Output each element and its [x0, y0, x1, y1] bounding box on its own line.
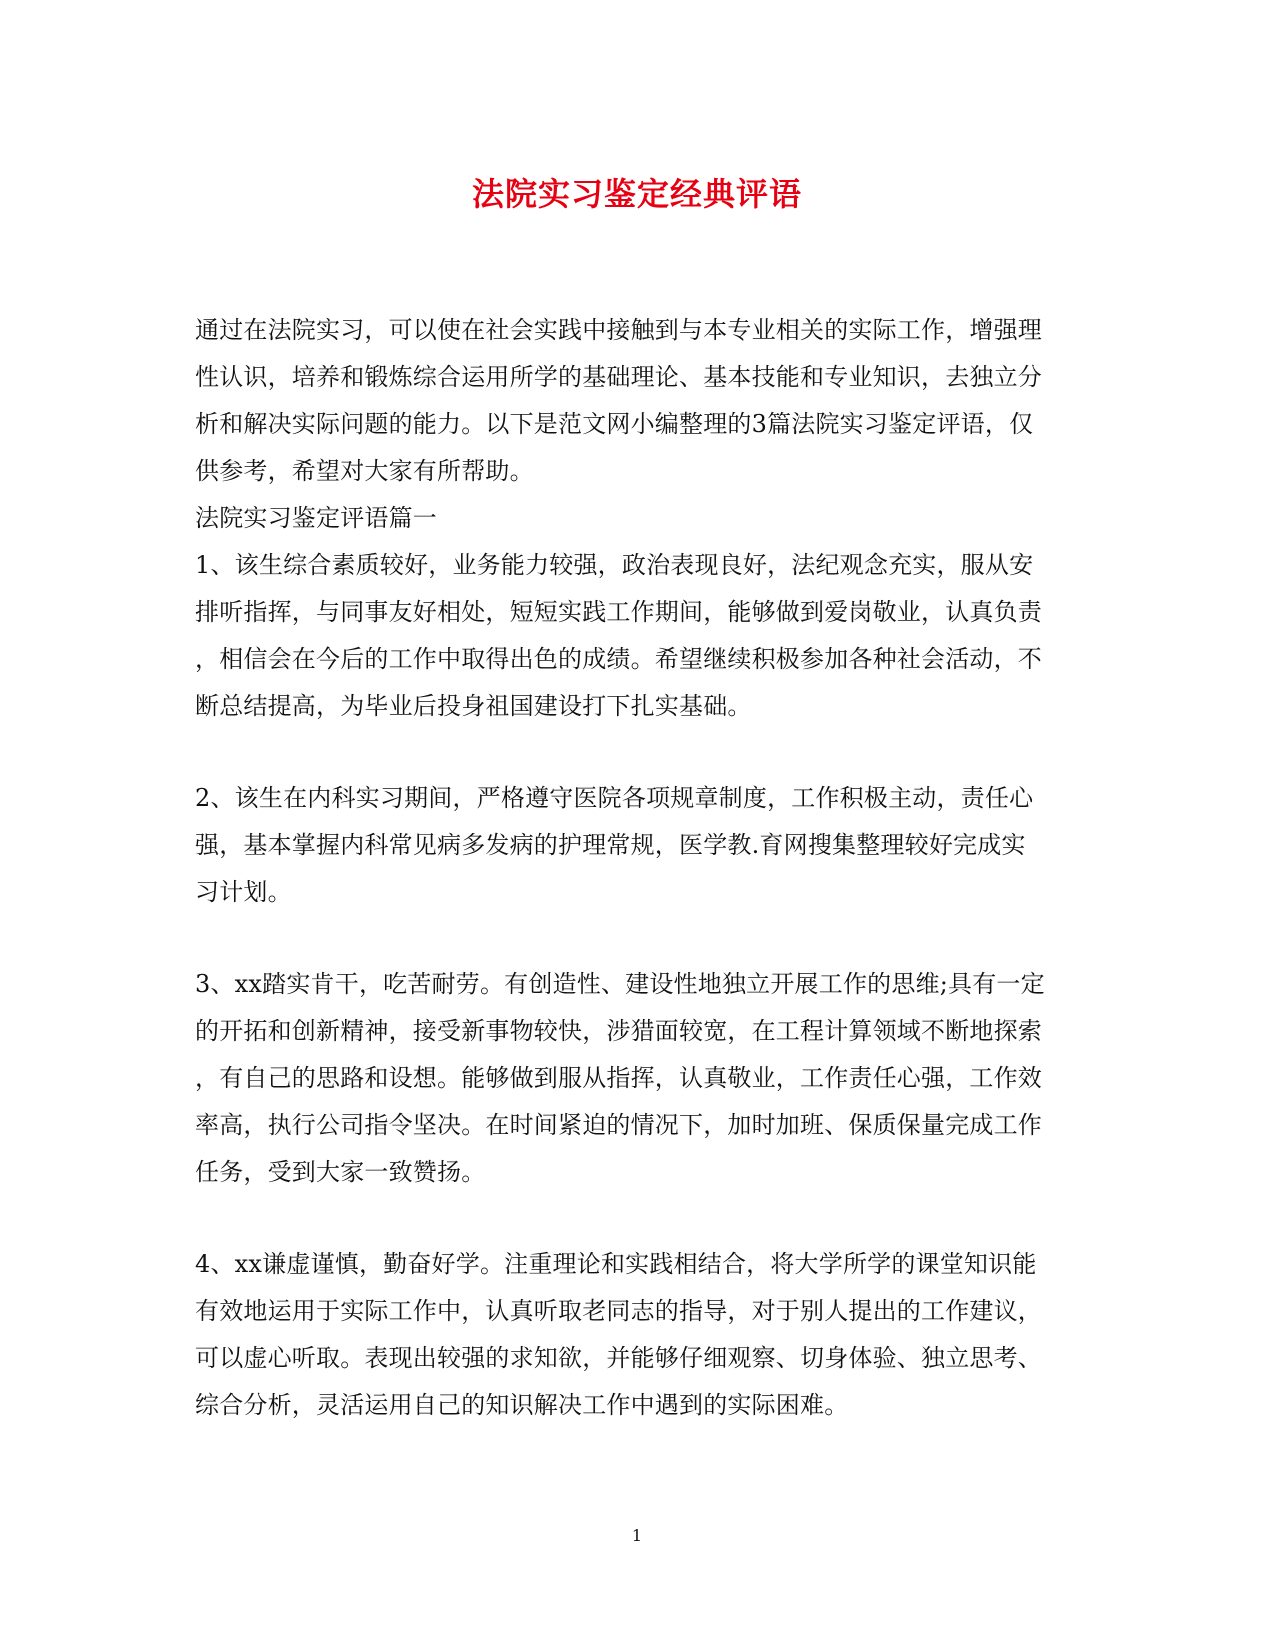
text-line: 可以虚心听取。表现出较强的求知欲，并能够仔细观察、切身体验、独立思考、	[195, 1344, 1042, 1372]
text-line: 4、xx谦虚谨慎，勤奋好学。注重理论和实践相结合，将大学所学的课堂知识能	[195, 1250, 1037, 1278]
text-line: 的开拓和创新精神，接受新事物较快，涉猎面较宽，在工程计算领域不断地探索	[195, 1017, 1042, 1045]
text-line: 性认识，培养和锻炼综合运用所学的基础理论、基本技能和专业知识，去独立分	[195, 363, 1042, 391]
text-line: 综合分析，灵活运用自己的知识解决工作中遇到的实际困难。	[195, 1391, 849, 1419]
text-line: 供参考，希望对大家有所帮助。	[195, 457, 534, 485]
page-number: 1	[631, 1526, 643, 1545]
text-line: 通过在法院实习，可以使在社会实践中接触到与本专业相关的实际工作，增强理	[195, 316, 1042, 344]
document-title: 法院实习鉴定经典评语	[471, 175, 802, 213]
text-line: 强，基本掌握内科常见病多发病的护理常规，医学教.育网搜集整理较好完成实	[195, 831, 1026, 859]
text-line: 习计划。	[195, 878, 292, 906]
section-heading: 法院实习鉴定评语篇一	[195, 504, 437, 532]
text-line: 3、xx踏实肯干，吃苦耐劳。有创造性、建设性地独立开展工作的思维;具有一定	[195, 970, 1045, 998]
text-line: 有效地运用于实际工作中，认真听取老同志的指导，对于别人提出的工作建议，	[195, 1297, 1042, 1325]
text-line: 2、该生在内科实习期间，严格遵守医院各项规章制度，工作积极主动，责任心	[195, 784, 1034, 812]
text-line: 析和解决实际问题的能力。以下是范文网小编整理的3篇法院实习鉴定评语，仅	[195, 410, 1034, 438]
text-line: ，相信会在今后的工作中取得出色的成绩。希望继续积极参加各种社会活动，不	[195, 645, 1042, 673]
text-line: 断总结提高，为毕业后投身祖国建设打下扎实基础。	[195, 692, 752, 720]
text-line: 率高，执行公司指令坚决。在时间紧迫的情况下，加时加班、保质保量完成工作	[195, 1111, 1042, 1139]
text-line: 1、该生综合素质较好，业务能力较强，政治表现良好，法纪观念充实，服从安	[195, 551, 1034, 579]
text-line: 任务，受到大家一致赞扬。	[195, 1158, 486, 1186]
text-line: ，有自己的思路和设想。能够做到服从指挥，认真敬业，工作责任心强，工作效	[195, 1064, 1042, 1092]
text-line: 排听指挥，与同事友好相处，短短实践工作期间，能够做到爱岗敬业，认真负责	[195, 598, 1042, 626]
